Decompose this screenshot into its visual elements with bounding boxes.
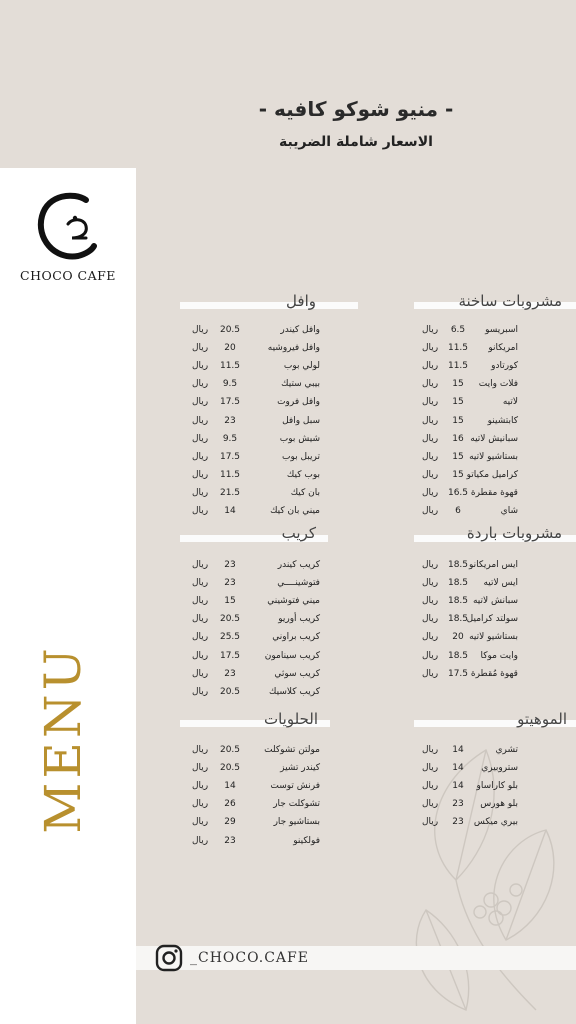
- page-title: - منيو شوكو كافيه -: [258, 97, 454, 121]
- menu-item-price: 15: [452, 469, 464, 480]
- menu-vertical-title: MENU: [33, 644, 92, 834]
- menu-item-price: 11.5: [219, 361, 241, 372]
- menu-item-row: [192, 325, 320, 342]
- menu-item-row: [422, 763, 518, 780]
- menu-item-row: [192, 361, 320, 378]
- menu-item-row: [422, 416, 518, 433]
- menu-item-row: [422, 397, 518, 414]
- menu-item-row: [422, 817, 518, 834]
- menu-item-currency: ريال: [422, 650, 439, 661]
- menu-item-currency: ريال: [192, 650, 209, 661]
- menu-item-row: [192, 781, 320, 798]
- menu-item-price: 20.5: [219, 763, 241, 774]
- menu-item-currency: ريال: [422, 578, 439, 589]
- menu-item-currency: ريال: [192, 835, 209, 846]
- menu-item-currency: ريال: [422, 560, 439, 570]
- menu-item-price: 9.5: [222, 433, 238, 444]
- menu-item-name: ايس امريكانو: [469, 560, 518, 570]
- menu-item-price: 20.5: [219, 745, 241, 755]
- menu-item-row: [422, 799, 518, 816]
- menu-item-name: بوب كيك: [286, 469, 320, 480]
- section-title-hot-drinks: مشروبات ساخنة: [458, 292, 562, 310]
- menu-item-currency: ريال: [192, 578, 209, 589]
- menu-item-name: وافل فيروشيه: [267, 343, 320, 354]
- menu-item-name: فلات وايت: [478, 379, 518, 390]
- menu-item-currency: ريال: [192, 343, 209, 354]
- menu-item-price: 11.5: [447, 343, 469, 354]
- menu-item-row: [192, 379, 320, 396]
- menu-item-currency: ريال: [192, 745, 209, 755]
- menu-item-price: 17.5: [219, 650, 241, 661]
- menu-item-name: ميني فتوشيني: [267, 596, 320, 607]
- menu-item-name: بان كيك: [290, 487, 320, 498]
- menu-item-price: 23: [452, 817, 464, 828]
- menu-item-name: فرنش توست: [270, 781, 320, 792]
- menu-item-price: 26: [224, 799, 236, 810]
- menu-item-row: [192, 578, 320, 595]
- menu-item-price: 14: [452, 781, 464, 792]
- menu-item-name: مولتن تشوكلت: [264, 745, 320, 755]
- menu-item-price: 23: [224, 415, 236, 426]
- menu-item-price: 20: [224, 343, 236, 354]
- menu-item-row: [192, 470, 320, 487]
- menu-item-price: 23: [224, 560, 236, 570]
- menu-item-currency: ريال: [422, 469, 439, 480]
- menu-item-price: 14: [452, 745, 464, 755]
- menu-item-price: 18.5: [447, 560, 469, 570]
- menu-item-currency: ريال: [192, 763, 209, 774]
- menu-item-currency: ريال: [422, 487, 439, 498]
- menu-item-name: اسبريسو: [485, 325, 518, 335]
- menu-item-price: 6: [455, 506, 461, 516]
- menu-item-row: [192, 560, 320, 577]
- menu-item-name: قهوة مقطرة: [470, 487, 518, 498]
- menu-item-name: سبانش لاتيه: [472, 596, 518, 607]
- menu-item-currency: ريال: [192, 325, 209, 335]
- menu-item-currency: ريال: [422, 379, 439, 390]
- logo: [0, 190, 136, 283]
- menu-item-currency: ريال: [192, 799, 209, 810]
- menu-item-currency: ريال: [192, 397, 209, 408]
- menu-item-price: 17.5: [219, 451, 241, 462]
- menu-item-name: كريب سوثي: [274, 668, 320, 679]
- menu-item-row: [192, 343, 320, 360]
- menu-item-name: بستاشيو جار: [273, 817, 320, 828]
- menu-item-price: 18.5: [447, 578, 469, 589]
- menu-item-currency: ريال: [192, 433, 209, 444]
- menu-item-row: [422, 452, 518, 469]
- menu-item-price: 20.5: [219, 686, 241, 697]
- menu-item-name: سبل وافل: [282, 415, 320, 426]
- menu-item-price: 25.5: [219, 632, 241, 643]
- menu-item-name: ميني بان كيك: [270, 506, 320, 516]
- menu-item-name: وايت موكا: [480, 650, 518, 661]
- menu-item-name: قهوة مُقطرة: [470, 668, 518, 679]
- menu-item-name: بستاشيو لاتيه: [469, 632, 518, 643]
- menu-item-row: [422, 361, 518, 378]
- menu-item-price: 6.5: [450, 325, 466, 335]
- menu-item-name: تشري: [495, 745, 518, 755]
- menu-item-name: ستروبيري: [481, 763, 518, 774]
- menu-item-price: 15: [452, 379, 464, 390]
- section-title-crepe: كريب: [281, 524, 316, 542]
- menu-item-row: [422, 379, 518, 396]
- menu-item-price: 14: [452, 763, 464, 774]
- menu-item-currency: ريال: [192, 668, 209, 679]
- menu-item-row: [192, 763, 320, 780]
- menu-item-price: 20: [452, 632, 464, 643]
- menu-item-row: [422, 578, 518, 595]
- menu-item-name: سبانيش لاتيه: [470, 433, 518, 444]
- menu-item-currency: ريال: [192, 781, 209, 792]
- menu-item-name: كابتشينو: [487, 415, 518, 426]
- menu-item-price: 29: [224, 817, 236, 828]
- menu-item-name: كريب سينامون: [264, 650, 320, 661]
- menu-item-name: شاي: [500, 506, 518, 516]
- menu-item-price: 11.5: [219, 469, 241, 480]
- menu-item-name: كيندر تشيز: [280, 763, 320, 774]
- menu-item-row: [422, 325, 518, 342]
- section-title-waffle: وافل: [286, 292, 316, 310]
- menu-item-currency: ريال: [422, 596, 439, 607]
- menu-item-price: 21.5: [219, 487, 241, 498]
- menu-item-row: [192, 506, 320, 523]
- menu-item-price: 17.5: [447, 668, 469, 679]
- menu-item-currency: ريال: [192, 415, 209, 426]
- menu-item-price: 20.5: [219, 614, 241, 625]
- menu-item-currency: ريال: [192, 686, 209, 697]
- menu-item-currency: ريال: [422, 343, 439, 354]
- menu-item-row: [192, 452, 320, 469]
- instagram-icon[interactable]: [155, 944, 183, 972]
- menu-item-row: [422, 560, 518, 577]
- menu-item-currency: ريال: [422, 817, 439, 828]
- brand-name: CHOCO CAFE: [20, 268, 116, 283]
- menu-item-price: 23: [224, 578, 236, 589]
- menu-item-row: [192, 817, 320, 834]
- menu-item-currency: ريال: [192, 469, 209, 480]
- menu-item-row: [422, 596, 518, 613]
- menu-item-name: كريب براوني: [272, 632, 320, 643]
- menu-item-price: 16.5: [447, 487, 469, 498]
- menu-item-currency: ريال: [422, 361, 439, 372]
- menu-item-currency: ريال: [422, 799, 439, 810]
- choco-cafe-logo-icon: [28, 190, 108, 264]
- menu-item-price: 18.5: [447, 614, 469, 625]
- menu-item-name: شيش بوب: [279, 433, 320, 444]
- menu-item-row: [192, 416, 320, 433]
- menu-item-row: [422, 651, 518, 668]
- menu-item-name: لاتيه: [502, 397, 518, 408]
- menu-item-price: 15: [452, 415, 464, 426]
- menu-item-row: [422, 343, 518, 360]
- menu-item-price: 23: [224, 835, 236, 846]
- menu-item-price: 23: [224, 668, 236, 679]
- menu-item-row: [192, 434, 320, 451]
- menu-item-currency: ريال: [422, 668, 439, 679]
- menu-item-row: [192, 799, 320, 816]
- menu-item-currency: ريال: [422, 506, 439, 516]
- menu-item-currency: ريال: [192, 361, 209, 372]
- menu-item-row: [192, 687, 320, 704]
- menu-item-name: بيري ميكس: [473, 817, 518, 828]
- menu-item-currency: ريال: [192, 560, 209, 570]
- menu-item-row: [422, 632, 518, 649]
- menu-item-currency: ريال: [422, 433, 439, 444]
- menu-item-price: 14: [224, 781, 236, 792]
- menu-item-row: [192, 488, 320, 505]
- menu-item-price: 11.5: [447, 361, 469, 372]
- menu-item-currency: ريال: [422, 745, 439, 755]
- menu-item-row: [422, 781, 518, 798]
- menu-item-price: 18.5: [447, 650, 469, 661]
- menu-item-price: 15: [452, 397, 464, 408]
- menu-item-row: [422, 614, 518, 631]
- menu-item-currency: ريال: [422, 781, 439, 792]
- menu-item-row: [422, 488, 518, 505]
- menu-item-name: كورتادو: [491, 361, 518, 372]
- menu-item-price: 23: [452, 799, 464, 810]
- instagram-handle[interactable]: _CHOCO.CAFE: [190, 950, 309, 966]
- menu-item-price: 15: [452, 451, 464, 462]
- section-title-sweets: الحلويات: [263, 710, 318, 728]
- menu-item-name: كريب كيندر: [277, 560, 320, 570]
- menu-item-name: وافل كيندر: [280, 325, 320, 335]
- menu-item-row: [422, 470, 518, 487]
- menu-item-name: بلو هورس: [480, 799, 518, 810]
- menu-item-price: 15: [224, 596, 236, 607]
- menu-item-currency: ريال: [192, 451, 209, 462]
- menu-item-name: كريب أوريو: [278, 614, 320, 625]
- menu-item-name: بيبي ستيك: [281, 379, 320, 390]
- menu-item-name: كراميل مكياتو: [466, 469, 518, 480]
- menu-item-price: 20.5: [219, 325, 241, 335]
- menu-item-price: 9.5: [222, 379, 238, 390]
- menu-item-currency: ريال: [422, 325, 439, 335]
- menu-item-price: 16: [452, 433, 464, 444]
- menu-item-name: تريبل بوب: [282, 451, 320, 462]
- menu-item-row: [192, 632, 320, 649]
- menu-item-row: [192, 836, 320, 853]
- menu-item-name: بلو كاراساو: [476, 781, 518, 792]
- menu-item-name: تشوكلت جار: [273, 799, 320, 810]
- menu-item-currency: ريال: [192, 506, 209, 516]
- menu-item-price: 18.5: [447, 596, 469, 607]
- menu-item-price: 14: [224, 506, 236, 516]
- menu-item-name: لولي بوب: [283, 361, 320, 372]
- menu-item-name: بستاشيو لاتيه: [469, 451, 518, 462]
- menu-item-name: فولكينو: [293, 835, 320, 846]
- menu-item-name: وافل فروت: [277, 397, 320, 408]
- menu-item-name: كريب كلاسيك: [269, 686, 320, 697]
- menu-item-currency: ريال: [422, 451, 439, 462]
- menu-item-row: [422, 506, 518, 523]
- menu-item-currency: ريال: [192, 487, 209, 498]
- page-subtitle: الاسعار شاملة الضريبة: [279, 134, 433, 150]
- menu-item-currency: ريال: [422, 763, 439, 774]
- menu-item-row: [422, 745, 518, 762]
- menu-item-currency: ريال: [192, 817, 209, 828]
- menu-item-row: [192, 614, 320, 631]
- menu-item-row: [192, 596, 320, 613]
- menu-item-currency: ريال: [192, 632, 209, 643]
- menu-item-row: [422, 434, 518, 451]
- menu-item-currency: ريال: [192, 379, 209, 390]
- menu-item-currency: ريال: [192, 614, 209, 625]
- menu-item-name: ايس لاتيه: [483, 578, 518, 589]
- menu-item-row: [192, 669, 320, 686]
- section-title-mojito: الموهيتو: [517, 710, 567, 728]
- menu-item-row: [192, 397, 320, 414]
- menu-item-row: [422, 669, 518, 686]
- menu-item-currency: ريال: [422, 415, 439, 426]
- section-title-cold-drinks: مشروبات باردة: [466, 524, 562, 542]
- menu-item-price: 17.5: [219, 397, 241, 408]
- menu-item-currency: ريال: [192, 596, 209, 607]
- menu-item-row: [192, 745, 320, 762]
- menu-item-currency: ريال: [422, 397, 439, 408]
- menu-item-currency: ريال: [422, 632, 439, 643]
- menu-item-currency: ريال: [422, 614, 439, 625]
- menu-item-name: امريكانو: [488, 343, 518, 354]
- menu-item-name: سولتد كراميل: [466, 614, 518, 625]
- menu-item-name: فتوشينــــي: [277, 578, 320, 589]
- sidebar: [0, 168, 136, 1024]
- menu-item-row: [192, 651, 320, 668]
